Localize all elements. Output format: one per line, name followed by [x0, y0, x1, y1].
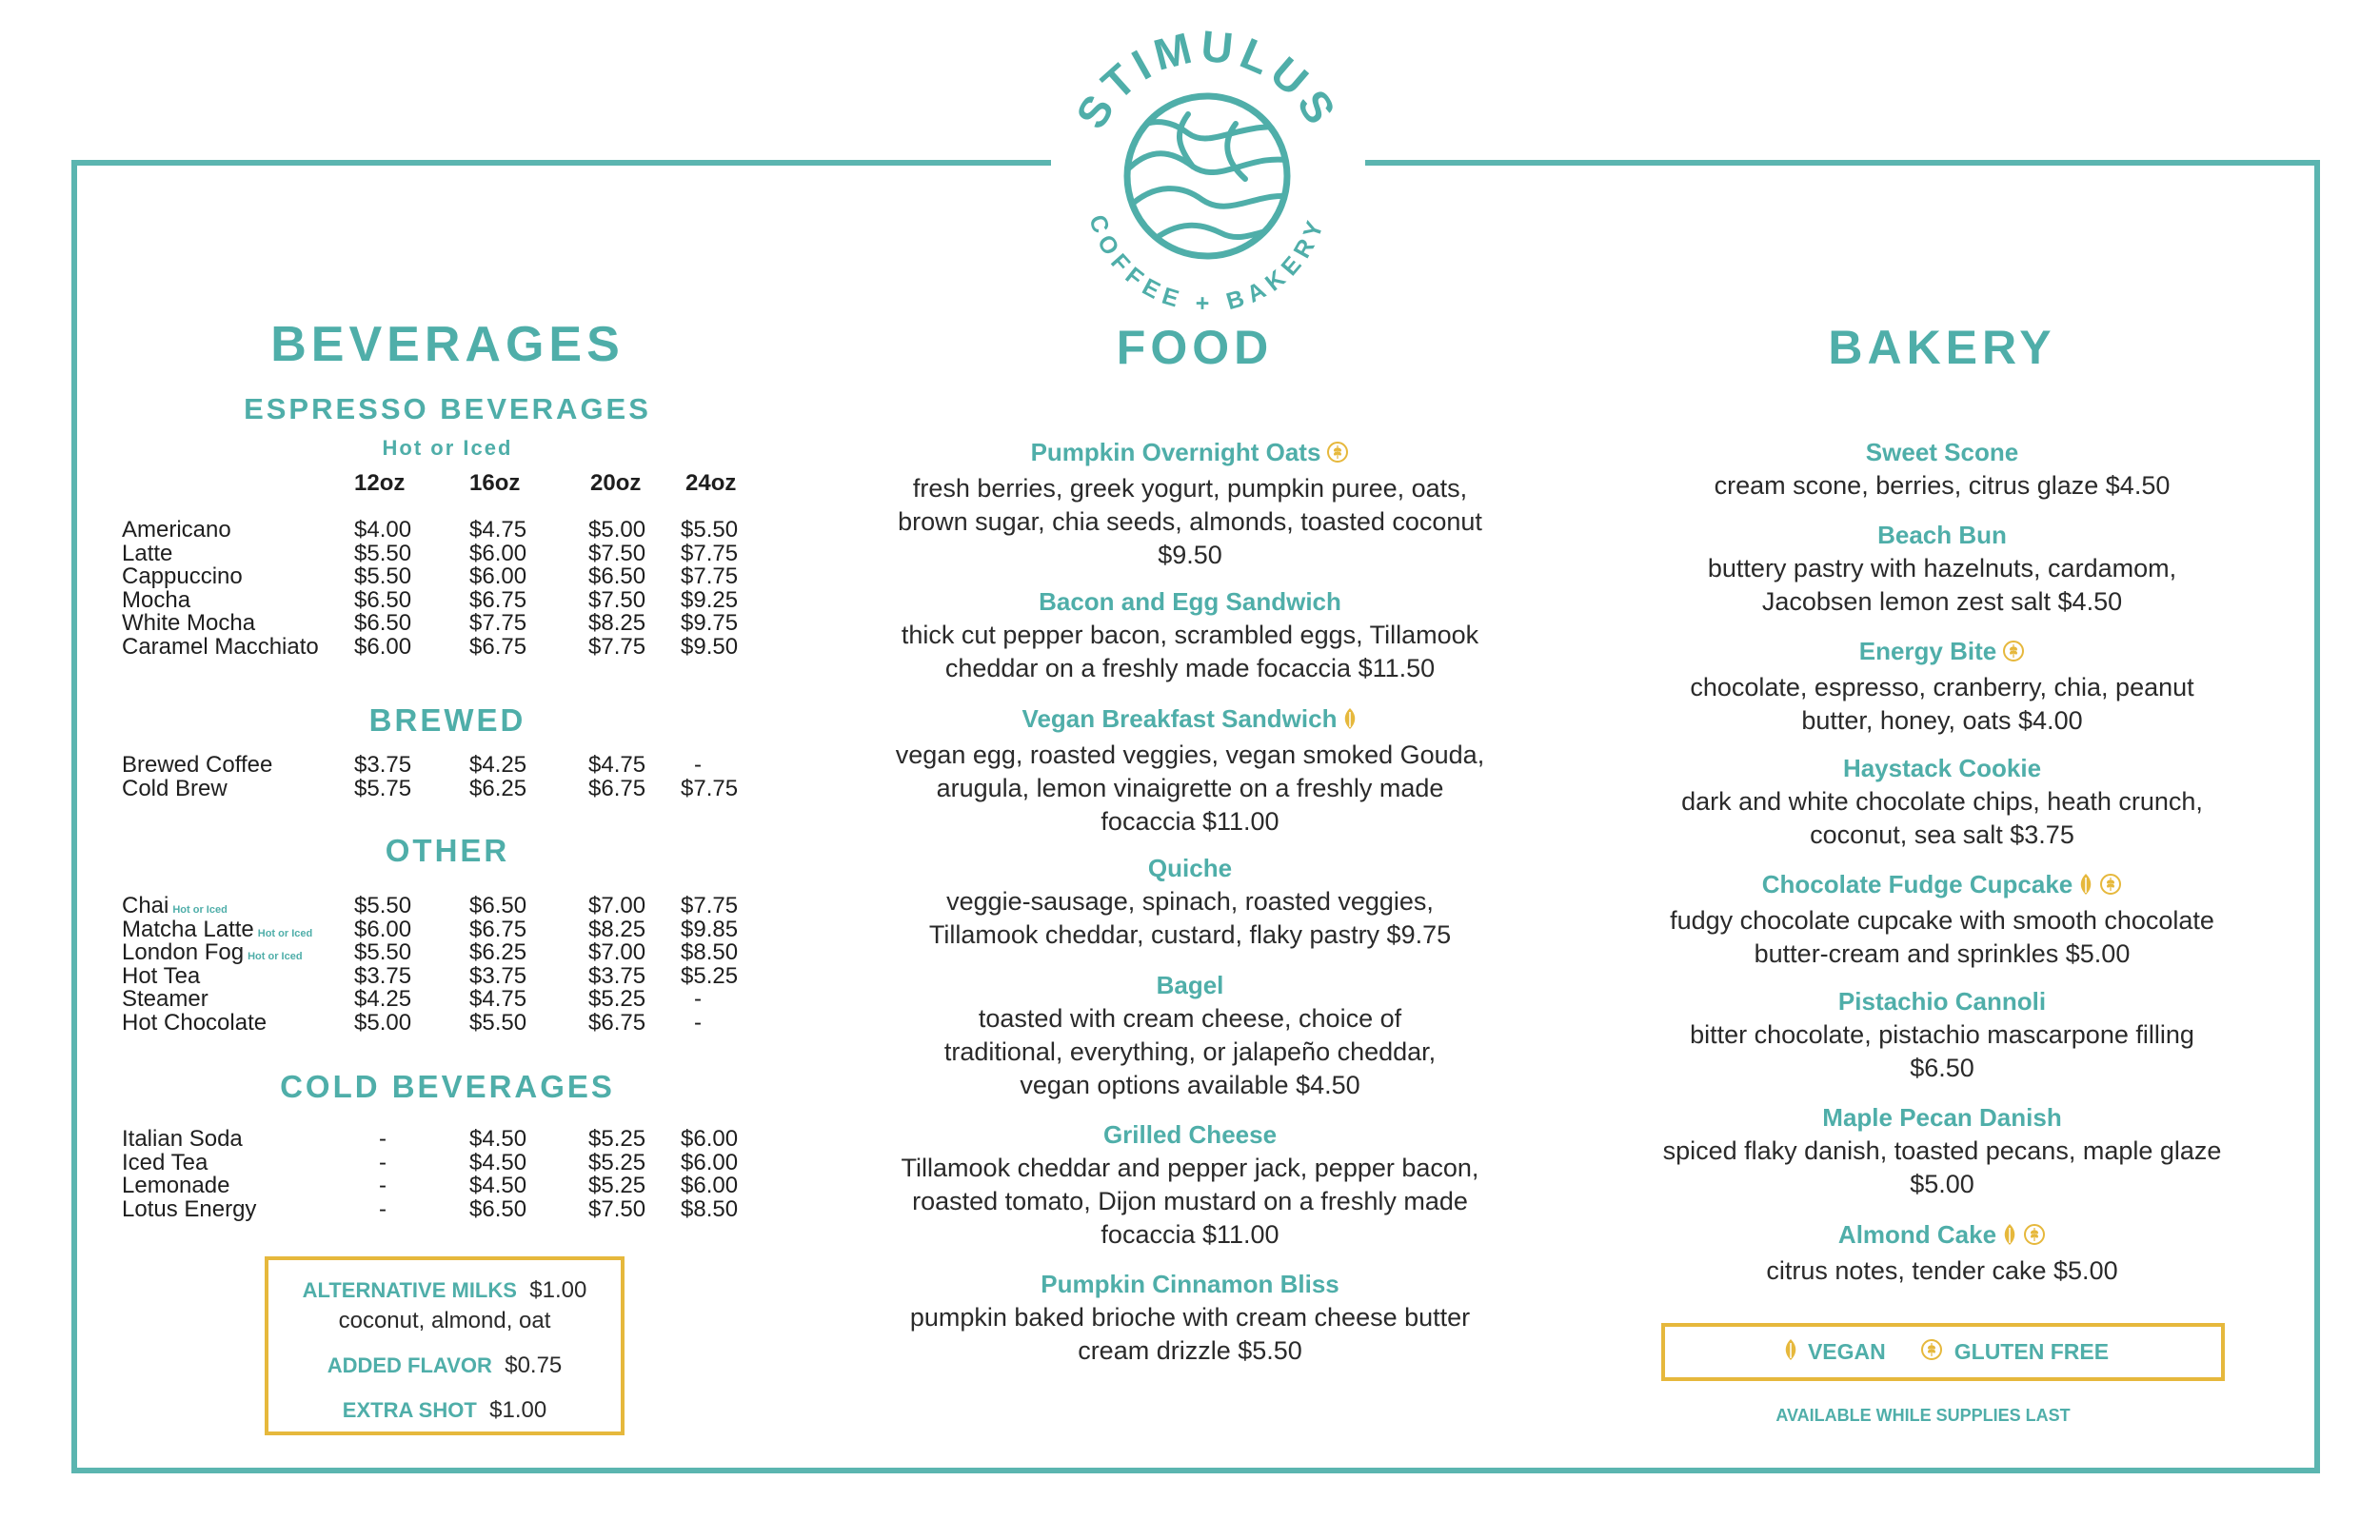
- price-12oz: -: [379, 1149, 387, 1175]
- bakery-item-desc: buttery pastry with hazelnuts, cardamom,: [1707, 554, 2177, 582]
- alt-milks-line: [268, 1275, 621, 1306]
- price-16oz: $6.00: [469, 540, 527, 566]
- espresso-title: ESPRESSO BEVERAGES: [244, 392, 651, 425]
- food-item-name: Bacon and Egg Sandwich: [1039, 587, 1341, 616]
- price-24oz: $9.85: [681, 916, 739, 942]
- other-item-name: Hot Tea: [122, 962, 201, 989]
- price-20oz: $7.50: [588, 586, 646, 613]
- brewed-item-name: Cold Brew: [122, 775, 228, 801]
- food-item-desc: Tillamook cheddar and pepper jack, pepper bacon,: [901, 1154, 1479, 1182]
- price-16oz: $5.50: [469, 1009, 527, 1036]
- bakery-item-desc: $6.50: [1910, 1054, 1974, 1082]
- vegan-icon: [2078, 871, 2093, 904]
- price-12oz: $5.50: [354, 939, 412, 965]
- food-item-desc: arugula, lemon vinaigrette on a freshly made: [936, 774, 1444, 802]
- price-24oz: $7.75: [681, 540, 739, 566]
- gluten-free-icon: [2002, 638, 2025, 671]
- bakery-item-desc: cream scone, berries, citrus glaze $4.50: [1714, 471, 2171, 500]
- bakery-item-desc: butter, honey, oats $4.00: [1801, 706, 2083, 735]
- price-12oz: $5.50: [354, 563, 412, 589]
- food-item-desc: cream drizzle $5.50: [1078, 1336, 1302, 1365]
- price-24oz: $9.75: [681, 610, 739, 636]
- bakery-item-desc: fudgy chocolate cupcake with smooth chocolate: [1670, 906, 2214, 935]
- bakery-item: [1618, 868, 2266, 971]
- price-16oz: $6.50: [469, 893, 527, 918]
- price-16oz: $4.50: [469, 1149, 527, 1175]
- price-24oz: $5.25: [681, 962, 739, 989]
- vegan-icon: [1783, 1338, 1798, 1367]
- cold-item-name: Iced Tea: [122, 1149, 208, 1175]
- bakery-item-desc: bitter chocolate, pistachio mascarpone filling: [1690, 1020, 2194, 1049]
- size-24oz: 24oz: [685, 470, 737, 496]
- price-12oz: $6.50: [354, 586, 412, 613]
- other-item-name: Matcha Latte: [122, 916, 254, 942]
- price-24oz: $8.50: [681, 1195, 739, 1222]
- bakery-item: [1618, 635, 2266, 738]
- price-24oz: $6.00: [681, 1173, 739, 1198]
- espresso-item-name: Americano: [122, 517, 231, 543]
- price-16oz: $4.50: [469, 1126, 527, 1152]
- price-20oz: $4.75: [588, 752, 646, 778]
- vegan-icon: [1342, 705, 1358, 739]
- price-24oz: -: [694, 1009, 702, 1036]
- bakery-item: [1618, 519, 2266, 619]
- price-12oz: $3.75: [354, 962, 412, 989]
- food-item-name: Quiche: [1147, 854, 1233, 882]
- bakery-item-name: Chocolate Fudge Cupcake: [1618, 868, 2266, 904]
- food-item-desc: cheddar on a freshly made focaccia $11.50: [944, 654, 1436, 682]
- other-item: [122, 941, 350, 965]
- price-16oz: $6.25: [469, 939, 527, 965]
- price-24oz: $6.00: [681, 1149, 739, 1175]
- price-20oz: $6.50: [588, 563, 646, 589]
- price-16oz: $6.75: [469, 916, 527, 942]
- price-12oz: $5.50: [354, 893, 412, 918]
- food-item-desc: Tillamook cheddar, custard, flaky pastry $9.75: [928, 920, 1452, 949]
- vegan-icon: [2002, 1221, 2017, 1254]
- price-12oz: $5.00: [354, 1009, 412, 1036]
- food-item-desc: traditional, everything, or jalapeño cheddar,: [943, 1037, 1437, 1066]
- other-item-name: London Fog: [122, 939, 245, 965]
- price-20oz: $8.25: [588, 916, 646, 942]
- price-20oz: $5.25: [588, 1173, 646, 1198]
- price-24oz: -: [694, 986, 702, 1012]
- bakery-item: [1618, 436, 2266, 503]
- price-20oz: $6.75: [588, 775, 646, 801]
- price-16oz: $4.25: [469, 752, 527, 778]
- extra-shot-label: EXTRA SHOT: [342, 1398, 477, 1422]
- other-item: [122, 918, 350, 942]
- extra-shot-price: $1.00: [489, 1397, 547, 1423]
- bakery-item-name: Sweet Scone: [1865, 438, 2019, 466]
- price-24oz: $7.75: [681, 563, 739, 589]
- beverages-title: BEVERAGES: [270, 317, 625, 372]
- bakery-title: BAKERY: [1828, 321, 2056, 374]
- espresso-item-name: Latte: [122, 540, 173, 566]
- food-item-desc: vegan egg, roasted veggies, vegan smoked Gouda,: [895, 740, 1485, 769]
- price-12oz: $4.25: [354, 986, 412, 1012]
- espresso-subtitle: Hot or Iced: [382, 436, 513, 460]
- logo-brand-text: STIMULUS: [1065, 29, 1349, 137]
- alt-milks-label: ALTERNATIVE MILKS: [302, 1278, 517, 1302]
- dietary-legend: [1661, 1323, 2225, 1381]
- price-12oz: $5.50: [354, 540, 412, 566]
- alt-milks-options: coconut, almond, oat: [338, 1308, 551, 1333]
- price-24oz: $8.50: [681, 939, 739, 965]
- brewed-item-name: Brewed Coffee: [122, 752, 273, 778]
- food-item: [838, 1118, 1542, 1252]
- food-item: [838, 1268, 1542, 1368]
- bakery-item: [1618, 985, 2266, 1085]
- size-12oz: 12oz: [354, 470, 406, 496]
- price-12oz: $6.00: [354, 916, 412, 942]
- food-item-desc: focaccia $11.00: [1101, 807, 1279, 836]
- price-16oz: $7.75: [469, 610, 527, 636]
- size-20oz: 20oz: [590, 470, 642, 496]
- price-24oz: $9.50: [681, 633, 739, 660]
- gluten-free-icon: [1326, 439, 1349, 472]
- price-20oz: $8.25: [588, 610, 646, 636]
- bakery-item-desc: spiced flaky danish, toasted pecans, maple glaze: [1662, 1136, 2222, 1165]
- price-16oz: $4.50: [469, 1173, 527, 1198]
- cold-item-name: Lemonade: [122, 1173, 230, 1198]
- food-item-desc: toasted with cream cheese, choice of: [978, 1004, 1402, 1033]
- alt-milks-price: $1.00: [529, 1277, 587, 1303]
- food-item-desc: pumpkin baked brioche with cream cheese butter: [909, 1303, 1471, 1332]
- food-item: [838, 436, 1542, 572]
- food-item-name: Vegan Breakfast Sandwich: [838, 702, 1542, 739]
- price-16oz: $4.75: [469, 986, 527, 1012]
- hot-or-iced-tag: Hot or Iced: [248, 951, 303, 962]
- svg-text:STIMULUS: [1066, 29, 1348, 137]
- gluten-free-legend-label: GLUTEN FREE: [1954, 1339, 2110, 1364]
- price-16oz: $6.75: [469, 586, 527, 613]
- other-item-name: Hot Chocolate: [122, 1009, 268, 1036]
- added-flavor-price: $0.75: [505, 1352, 563, 1378]
- food-item-price: $9.50: [1158, 541, 1222, 569]
- price-20oz: $7.75: [588, 633, 646, 660]
- bakery-item-desc: Jacobsen lemon zest salt $4.50: [1761, 587, 2123, 616]
- logo-tagline-text: COFFEE + BAKERY: [1083, 211, 1331, 318]
- gluten-free-icon: [1920, 1338, 1943, 1367]
- other-item-name: Chai: [122, 893, 169, 918]
- cold-item-name: Lotus Energy: [122, 1195, 257, 1222]
- food-item-desc: brown sugar, chia seeds, almonds, toasted coconut: [898, 507, 1482, 536]
- bakery-item: [1618, 752, 2266, 852]
- price-16oz: $4.75: [469, 517, 527, 543]
- bakery-item-name: Almond Cake: [1618, 1218, 2266, 1254]
- bakery-item-desc: chocolate, espresso, cranberry, chia, peanut: [1690, 673, 2194, 701]
- price-12oz: $6.00: [354, 633, 412, 660]
- food-item: [838, 702, 1542, 839]
- espresso-item-name: Cappuccino: [122, 563, 243, 589]
- hot-or-iced-tag: Hot or Iced: [172, 904, 228, 916]
- price-20oz: $6.75: [588, 1009, 646, 1036]
- price-20oz: $5.00: [588, 517, 646, 543]
- bakery-item: [1618, 1101, 2266, 1201]
- food-item: [838, 585, 1542, 685]
- food-item-name: Pumpkin Cinnamon Bliss: [1041, 1270, 1339, 1298]
- price-20oz: $7.00: [588, 893, 646, 918]
- gluten-free-icon: [2023, 1221, 2046, 1254]
- bakery-item-desc: coconut, sea salt $3.75: [1810, 820, 2074, 849]
- food-item: [838, 969, 1542, 1102]
- cold-item-name: Italian Soda: [122, 1126, 243, 1152]
- espresso-item-name: White Mocha: [122, 610, 256, 636]
- price-24oz: $7.75: [681, 775, 739, 801]
- price-16oz: $6.75: [469, 633, 527, 660]
- price-20oz: $5.25: [588, 1126, 646, 1152]
- price-20oz: $7.50: [588, 540, 646, 566]
- price-12oz: $5.75: [354, 775, 412, 801]
- price-20oz: $7.00: [588, 939, 646, 965]
- price-24oz: $5.50: [681, 517, 739, 543]
- food-item-desc: vegan options available $4.50: [1020, 1071, 1360, 1099]
- bakery-item-name: Pistachio Cannoli: [1837, 987, 2047, 1016]
- other-item-name: Steamer: [122, 986, 208, 1012]
- food-title: FOOD: [1116, 321, 1274, 374]
- added-flavor-label: ADDED FLAVOR: [327, 1353, 492, 1377]
- brewed-title: BREWED: [368, 702, 526, 738]
- price-24oz: $9.25: [681, 586, 739, 613]
- price-16oz: $3.75: [469, 962, 527, 989]
- food-item-desc: fresh berries, greek yogurt, pumpkin puree, oats,: [912, 474, 1468, 503]
- bakery-item-desc: dark and white chocolate chips, heath crunch,: [1681, 787, 2203, 816]
- extras-box: [265, 1256, 625, 1435]
- food-item: [838, 852, 1542, 952]
- price-24oz: $7.75: [681, 893, 739, 918]
- bakery-item-name: Energy Bite: [1618, 635, 2266, 671]
- vegan-legend-label: VEGAN: [1807, 1339, 1886, 1364]
- food-item-desc: roasted tomato, Dijon mustard on a freshly made: [912, 1187, 1468, 1215]
- bakery-item-name: Beach Bun: [1877, 521, 2007, 549]
- price-12oz: $3.75: [354, 752, 412, 778]
- price-20oz: $5.25: [588, 986, 646, 1012]
- added-flavor-line: [268, 1351, 621, 1381]
- size-16oz: 16oz: [469, 470, 521, 496]
- food-item-name: Bagel: [1156, 971, 1224, 999]
- price-20oz: $3.75: [588, 962, 646, 989]
- price-24oz: -: [694, 752, 702, 778]
- cold-beverages-title: COLD BEVERAGES: [280, 1069, 615, 1104]
- price-16oz: $6.25: [469, 775, 527, 801]
- bakery-item-desc: citrus notes, tender cake $5.00: [1766, 1256, 2118, 1285]
- price-16oz: $6.50: [469, 1195, 527, 1222]
- espresso-item-name: Mocha: [122, 586, 191, 613]
- price-12oz: -: [379, 1173, 387, 1198]
- hot-or-iced-tag: Hot or Iced: [257, 927, 313, 939]
- price-24oz: $6.00: [681, 1126, 739, 1152]
- espresso-item-name: Caramel Macchiato: [122, 633, 319, 660]
- bakery-item-name: Maple Pecan Danish: [1822, 1103, 2062, 1132]
- price-12oz: -: [379, 1126, 387, 1152]
- bakery-item-name: Haystack Cookie: [1842, 754, 2042, 782]
- price-12oz: -: [379, 1195, 387, 1222]
- price-20oz: $5.25: [588, 1149, 646, 1175]
- other-title: OTHER: [385, 833, 510, 868]
- price-16oz: $6.00: [469, 563, 527, 589]
- bakery-item-desc: $5.00: [1910, 1170, 1974, 1198]
- stimulus-logo: [1060, 29, 1355, 324]
- price-12oz: $4.00: [354, 517, 412, 543]
- extra-shot-line: [268, 1395, 621, 1426]
- price-12oz: $6.50: [354, 610, 412, 636]
- food-item-desc: focaccia $11.00: [1101, 1220, 1279, 1249]
- food-item-name: Grilled Cheese: [1102, 1120, 1278, 1149]
- availability-note: AVAILABLE WHILE SUPPLIES LAST: [1775, 1406, 2071, 1425]
- gluten-free-icon: [2099, 871, 2122, 904]
- bakery-item: [1618, 1218, 2266, 1288]
- food-item-desc: veggie-sausage, spinach, roasted veggies,: [946, 887, 1434, 916]
- other-item: [122, 895, 350, 918]
- food-item-name: Pumpkin Overnight Oats: [838, 436, 1542, 472]
- food-item-desc: thick cut pepper bacon, scrambled eggs, Tillamook: [901, 621, 1479, 649]
- price-20oz: $7.50: [588, 1195, 646, 1222]
- bakery-item-desc: butter-cream and sprinkles $5.00: [1754, 939, 2131, 968]
